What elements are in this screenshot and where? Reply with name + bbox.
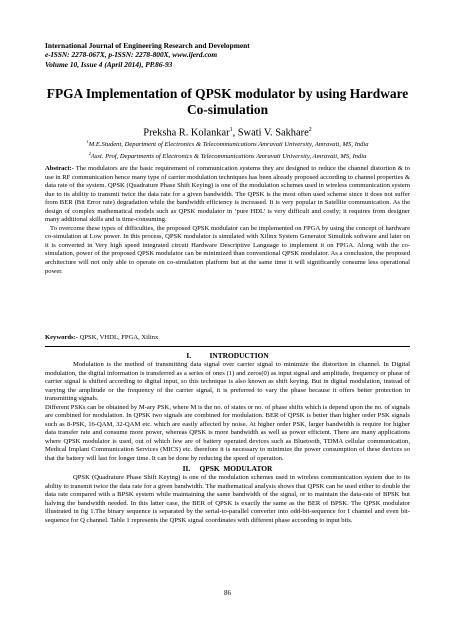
- affiliation-1: [45, 138, 410, 150]
- author-name: Swati V. Sakhare: [237, 127, 309, 139]
- affiliation-2: [45, 150, 410, 162]
- keywords: [45, 334, 410, 343]
- body-paragraph: Modulation is the method of transmitting data signal over carrier signal to minimize the distortion in channel. In Digital modulation, the digital information is transferred as a series of ones (1) and zeros(0) as input signal and amplitude, frequency or phase of carrier signal is shifted according to digital input, so this technique is also known as shift keying. But in digital modulation, instead of varying the amplitude or the frequency of the carrier signal, it is preferred to vary the phase because it offers better protection in transmitting signals.: [45, 361, 410, 403]
- introduction-body: [45, 361, 410, 464]
- keywords-label: Keywords:-: [45, 334, 78, 341]
- journal-volume: Volume 10, Issue 4 (April 2014), PP.86-93: [45, 59, 173, 69]
- journal-name: International Journal of Engineering Research and Development: [45, 41, 250, 50]
- affiliations: [45, 138, 410, 162]
- body-paragraph: Different PSKs can be obtained by M-ary PSK, where M is the no. of states or no. of phase shifts which is depend upon the no. of signals are combined for modulation. In QPSK two signals are combined for modulation. BER of QPSK is better than higher order PSK signals such as 8-PSK, 16-QAM, 32-QAM etc. which are easily affected by noise. At higher order PSK, larger bandwidth is require for higher data transfer rate and consume more power, whereas QPSK is more bandwidth as well as power efficient. There are many applications where QPSK modulator is used, out of which few are of battery operated devices such as Bluetooth, TDMA cellular communication, Medical Implant Communication Services (MICS) etc. therefore it is necessary to minimize the power consumption of these devices so that the battery will last for longer time. It can be done by reducing the speed of operation.: [45, 403, 410, 463]
- qpsk-modulator-body: [45, 474, 410, 525]
- affiliation-superscript: 1: [86, 139, 89, 144]
- abstract-label: Abstract:-: [45, 165, 74, 172]
- author-name: Preksha R. Kolankar: [143, 127, 230, 139]
- journal-header: [45, 41, 410, 69]
- journal-issn: e-ISSN: 2278-067X, p-ISSN: 2278-800X, www.ijerd.com: [45, 50, 218, 60]
- affiliation-text: M.E.Student, Department of Electronics & Telecommunications Amravati University, Amravati, MS, India: [88, 141, 369, 149]
- abstract-paragraph: To overcome these types of difficulties, the proposed QPSK modulator can be implemented on FPGA by using the concept of hardware co-simulation at Low power. In this process, QPSK modulator is simulated with Xilinx System Generator Simulink software and later on it is converted in Very high speed integrated circuit Hardware Descriptive Language to implement it on FPGA. Along with the co-simulation, power of the proposed QPSK modulator can be minimized than conventional QPSK modulator. As a conclusion, the proposed architecture will not only able to operate on co-simulation platform but at the same time it will significantly consume less operational power.: [45, 224, 410, 275]
- abstract-text: The modulators are the basic requirement of communication systems they are designed to reduce the channel distortion & to use in RF communication hence many type of carrier modulation techniques has been already proposed according to channel properties & data rate of the system. QPSK (Quadrature Phase Shift Keying) is one of the modulation schemes used in wireless communication system due to its ability to transmit twice the data rate for a given bandwidth. The QPSK is the most often used scheme since it does not suffer from BER (Bit Error rate) degradation while the bandwidth efficiency is increased. It is very popular in Satellite communication. As the design of complex mathematical models such as QPSK modulator in ‘pure HDL’ is very difficult and costly; it requires from designer many additional skills and is time-consuming.: [45, 165, 410, 224]
- abstract-paragraph: [45, 165, 410, 225]
- author-separator: ,: [232, 127, 238, 139]
- section-heading-introduction: I. INTRODUCTION: [186, 351, 269, 360]
- page-number: 86: [224, 589, 231, 597]
- abstract: [45, 165, 410, 276]
- keywords-text: QPSK, VHDL, FPGA, Xilinx: [77, 334, 159, 341]
- author-superscript: 2: [308, 127, 312, 133]
- paper-title: FPGA Implementation of QPSK modulator by using Hardware Co-simulation: [46, 86, 409, 117]
- body-paragraph: QPSK (Quadrature Phase Shift Keying) is one of the modulation schemes used in wireless communication system due to its ability to transmit twice the data rate for a given bandwidth. The mathematical analysis shows that QPSK can be used either to double the data rate compared with a BPSK system while maintaining the same bandwidth of the signal, or to maintain the data-rate of BPSK but halving the bandwidth needed. In this latter case, the BER of QPSK is exactly the same as the BER of BPSK. The QPSK modulator illustrated in fig 1.The binary sequence is separated by the serial-to-parallel converter into odd-bit-sequence for I channel and even bit- sequence for Q channel. Table 1 represents the QPSK signal coordinates with different phase according to input bits.: [45, 474, 410, 524]
- section-heading-qpsk-modulator: II. QPSK MODULATOR: [182, 464, 273, 473]
- affiliation-text: Asst. Prof, Departments of Electronics & Telecommunications Amravati University, Amravati, MS, India: [90, 152, 367, 160]
- affiliation-superscript: 2: [88, 150, 91, 156]
- divider: [45, 346, 410, 347]
- author-superscript: 1: [229, 127, 233, 133]
